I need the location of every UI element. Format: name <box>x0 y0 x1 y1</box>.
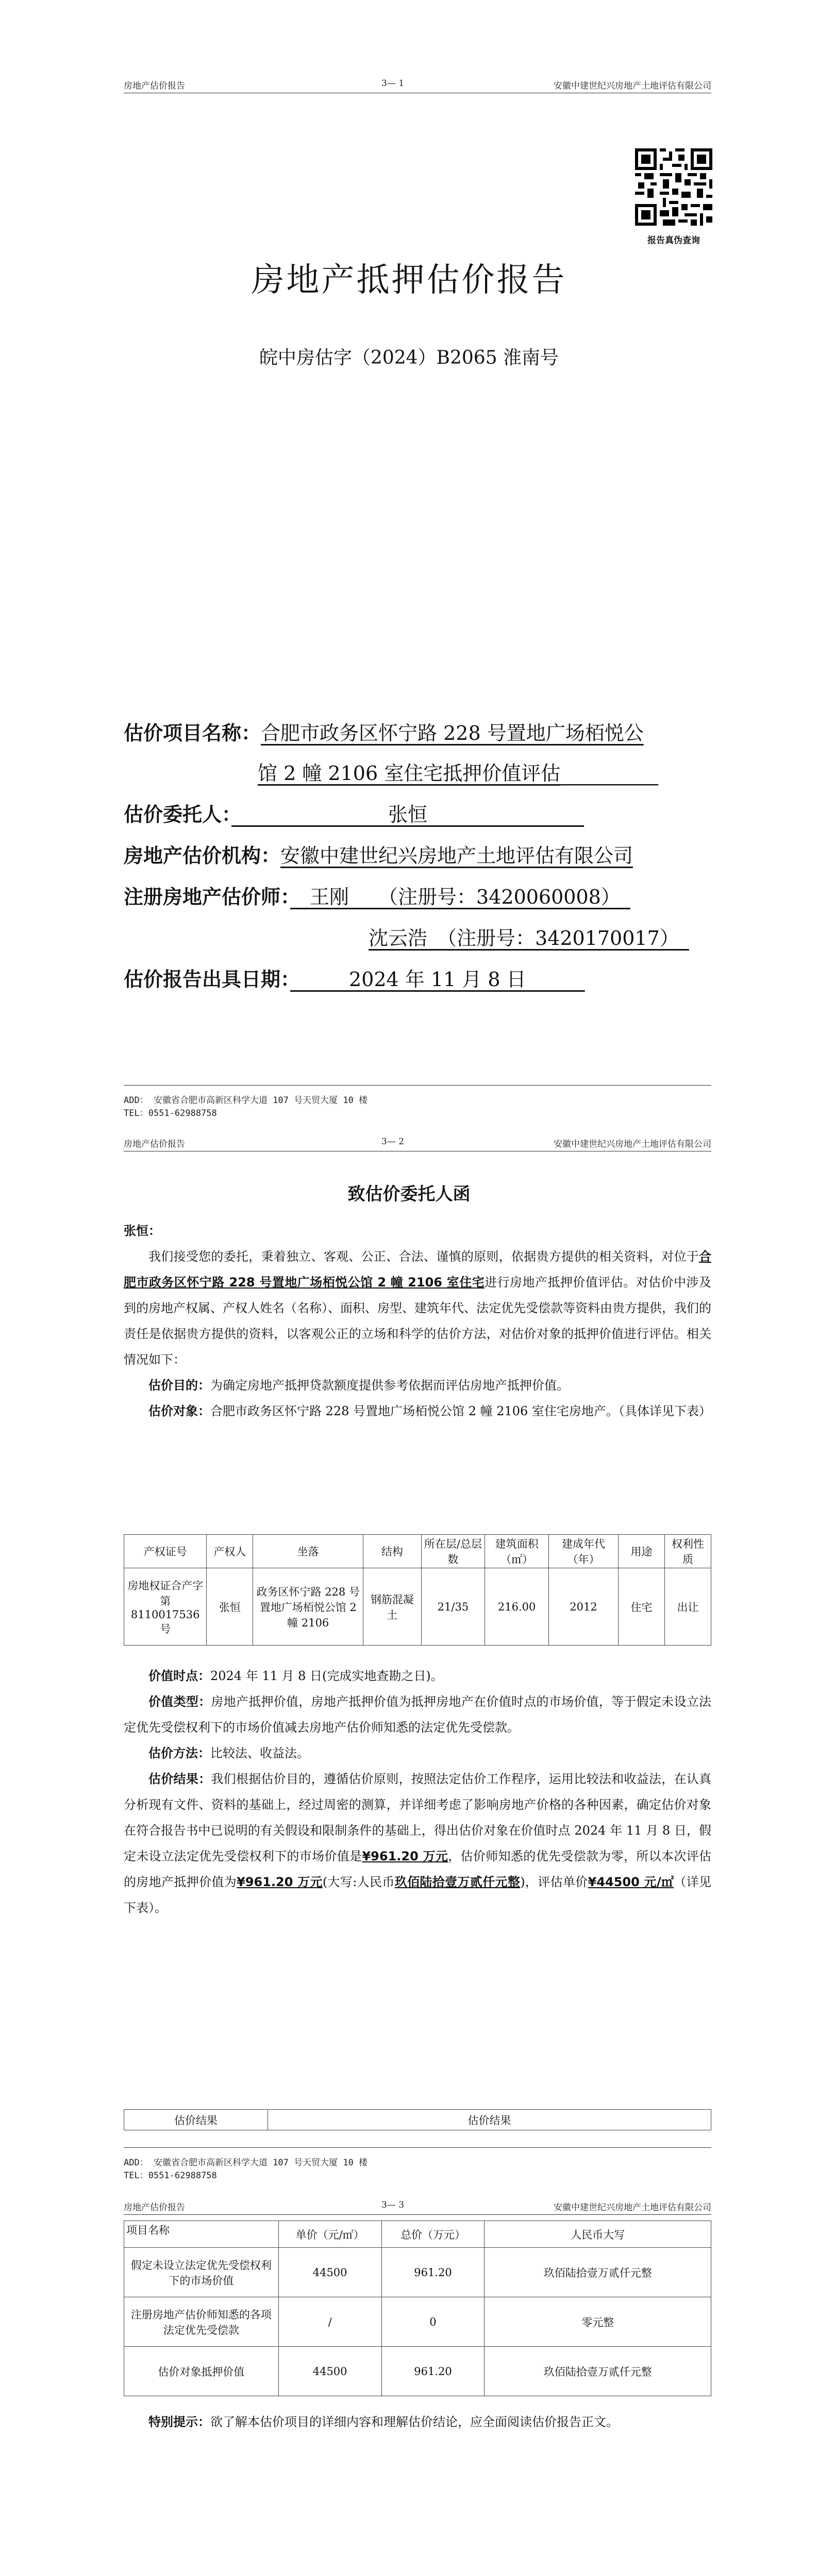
table-cell: 张恒 <box>207 1568 253 1646</box>
table-cell: 44500 <box>278 2347 381 2396</box>
table-cell: 房地权证合产字第 8110017536 号 <box>124 1568 207 1646</box>
client-row <box>124 799 584 827</box>
header-left: 房地产估价报告 <box>124 81 185 91</box>
header-page-number: 3— 2 <box>381 1137 405 1147</box>
agency-label: 房地产估价机构： <box>124 844 281 867</box>
table-header: 所在层/总层数 <box>421 1535 485 1568</box>
letter-body <box>124 1218 711 1424</box>
letter-paragraph-1: 我们接受您的委托，秉着独立、客观、公正、合法、谨慎的原则，依据贵方提供的相关资料，对位于合肥市政务区怀宁路 228 号置地广场栢悦公馆 2 幢 2106 室住宅进行房地产抵押价值评估。对估价中涉及到的房地产权属、产权人姓名（名称）、面积、房型、建筑年代、法定优先受偿款等资料由贵方提供，我们的责任是依据贵方提供的资料，以客观公正的立场和科学的估价方法，对估价对象的抵押价值进行评估。相关情况如下： <box>124 1249 712 1367</box>
footer-tel: TEL：0551-62988758 <box>124 2171 217 2181</box>
table-header: 产权证号 <box>124 1535 207 1568</box>
market-value-highlight: ¥961.20 万元 <box>362 1849 448 1863</box>
table-cell: 估价对象抵押价值 <box>124 2347 279 2396</box>
qr-code-label: 报告真伪查询 <box>647 235 700 246</box>
table-cell: 玖佰陆拾壹万贰仟元整 <box>485 2248 711 2297</box>
table-header: 建成年代（年） <box>549 1535 619 1568</box>
header-divider <box>124 2214 711 2215</box>
header-left: 房地产估价报告 <box>124 1139 185 1149</box>
page-footer <box>124 1094 368 1120</box>
table-cell: 961.20 <box>381 2347 485 2396</box>
table-cell: 假定未设立法定优先受偿权利下的市场价值 <box>124 2248 279 2297</box>
table-cell: 出让 <box>664 1568 711 1646</box>
table-cell: 2012 <box>549 1568 619 1646</box>
table-cell: 21/35 <box>421 1568 485 1646</box>
table-cell: 钢筋混凝土 <box>363 1568 421 1646</box>
table-header: 坐落 <box>253 1535 363 1568</box>
table-header: 估价结果 <box>268 2110 711 2130</box>
letter-title: 致估价委托人函 <box>347 1184 471 1205</box>
header-right: 安徽中建世纪兴房地产土地评估有限公司 <box>554 2202 711 2213</box>
agency-value: 安徽中建世纪兴房地产土地评估有限公司 <box>280 844 633 867</box>
report-date-value: 2024 年 11 月 8 日 <box>349 968 526 991</box>
table-header: 产权人 <box>207 1535 253 1568</box>
property-table <box>124 1534 711 1646</box>
table-header: 用途 <box>618 1535 664 1568</box>
project-label: 估价项目名称： <box>124 722 261 744</box>
report-title: 房地产抵押估价报告 <box>251 261 567 299</box>
report-date-row <box>124 963 585 992</box>
table-cell: 961.20 <box>381 2248 485 2297</box>
valuer-1: 王刚 （注册号：3420060008） <box>310 886 611 908</box>
value-date-paragraph: 价值时点：2024 年 11 月 8 日(完成实地查勘之日)。 <box>148 1669 443 1683</box>
amount-in-words-highlight: 玖佰陆拾壹万贰仟元整 <box>394 1875 521 1889</box>
footer-address: ADD： 安徽省合肥市高新区科学大道 107 号天贸大厦 10 楼 <box>124 2158 368 2168</box>
table-row <box>124 1568 711 1646</box>
valuer-2: 沈云浩 （注册号：3420170017） <box>369 927 670 950</box>
table-cell: 注册房地产估价师知悉的各项法定优先受偿款 <box>124 2297 279 2347</box>
header-page-number: 3— 3 <box>381 2200 405 2210</box>
agency-row <box>124 840 633 868</box>
table-header: 估价结果 <box>124 2110 268 2130</box>
salutation: 张恒： <box>124 1224 161 1238</box>
page-footer <box>124 2157 368 2182</box>
table-cell: 住宅 <box>618 1568 664 1646</box>
table-header: 项目名称 <box>124 2221 279 2248</box>
header-right: 安徽中建世纪兴房地产土地评估有限公司 <box>554 1139 711 1149</box>
footer-divider <box>124 2147 711 2148</box>
qr-code-icon[interactable] <box>635 148 712 226</box>
special-note: 特别提示：欲了解本估价项目的详细内容和理解估价结论，应全面阅读估价报告正文。 <box>148 2415 619 2429</box>
table-header: 人民币大写 <box>485 2221 711 2248</box>
client-label: 估价委托人： <box>124 803 232 826</box>
valuer-row-2 <box>369 922 689 951</box>
table-cell: 玖佰陆拾壹万贰仟元整 <box>485 2347 711 2396</box>
footer-address: ADD： 安徽省合肥市高新区科学大道 107 号天贸大厦 10 楼 <box>124 1095 368 1106</box>
project-value-line-1: 合肥市政务区怀宁路 228 号置地广场栢悦公 <box>261 722 644 744</box>
project-name-row <box>124 717 644 745</box>
result-table-split-header <box>124 2109 711 2130</box>
table-header: 权利性质 <box>664 1535 711 1568</box>
table-row <box>124 2347 711 2396</box>
unit-price-highlight: ¥44500 元/㎡ <box>588 1875 674 1889</box>
table-cell: 216.00 <box>485 1568 549 1646</box>
footer-divider <box>124 1085 711 1086</box>
result-table <box>124 2221 711 2396</box>
table-header: 结构 <box>363 1535 421 1568</box>
purpose-paragraph: 估价目的：为确定房地产抵押贷款额度提供参考依据而评估房地产抵押价值。 <box>148 1378 569 1393</box>
table-cell: / <box>278 2297 381 2347</box>
table-header: 建筑面积（㎡） <box>485 1535 549 1568</box>
result-paragraph: 估价结果：我们根据估价目的，遵循估价原则，按照法定估价工作程序，运用比较法和收益法，在认真分析现有文件、资料的基础上，经过周密的测算，并详细考虑了影响房地产价格的各种因素，确定估价对象在符合报告书中已说明的有关假设和限制条件的基础上，得出估价对象在价值时点 2024 年 11 月 8 日，假定未设立法定优先受偿权利下的市场价值是¥961.20 万元，估价师知悉的优先受偿款为零，所以本次评估的房地产抵押价值为¥961.20 万元(大写:人民币玖佰陆拾壹万贰仟元整)，评估单价¥44500 元/㎡（详见下表）。 <box>124 1772 712 1915</box>
header-right: 安徽中建世纪兴房地产土地评估有限公司 <box>554 81 711 91</box>
header-left: 房地产估价报告 <box>124 2202 185 2213</box>
valuer-row <box>124 881 630 909</box>
property-address-highlight: 合肥市政务区怀宁路 228 号置地广场栢悦公馆 2 幢 2106 室住宅 <box>124 1249 711 1290</box>
document-number: 皖中房估字（2024）B2065 淮南号 <box>259 347 559 368</box>
valuer-label: 注册房地产估价师： <box>124 886 291 908</box>
letter-body-2 <box>124 1663 711 1921</box>
report-date-label: 估价报告出具日期： <box>124 968 291 991</box>
header-page-number: 3— 1 <box>381 78 405 89</box>
table-cell: 政务区怀宁路 228 号置地广场栢悦公馆 2 幢 2106 <box>253 1568 363 1646</box>
client-value: 张恒 <box>388 803 428 826</box>
table-cell: 44500 <box>278 2248 381 2297</box>
footer-tel: TEL：0551-62988758 <box>124 1108 217 1118</box>
project-name-row-2 <box>258 757 658 786</box>
method-paragraph: 估价方法：比较法、收益法。 <box>148 1746 309 1760</box>
object-paragraph: 估价对象：合肥市政务区怀宁路 228 号置地广场栢悦公馆 2 幢 2106 室住宅房地产。（具体详见下表） <box>148 1404 711 1418</box>
project-value-line-2: 馆 2 幢 2106 室住宅抵押价值评估 <box>258 762 561 785</box>
table-cell: 零元整 <box>485 2297 711 2347</box>
table-row <box>124 2297 711 2347</box>
table-header: 单价（元/㎡） <box>278 2221 381 2248</box>
table-header: 总价（万元） <box>381 2221 485 2248</box>
table-cell: 0 <box>381 2297 485 2347</box>
value-type-paragraph: 价值类型：房地产抵押价值，房地产抵押价值为抵押房地产在价值时点的市场价值，等于假定未设立法定优先受偿权利下的市场价值减去房地产估价师知悉的法定优先受偿款。 <box>124 1694 712 1735</box>
table-row <box>124 2248 711 2297</box>
mortgage-value-highlight: ¥961.20 万元 <box>237 1875 323 1889</box>
